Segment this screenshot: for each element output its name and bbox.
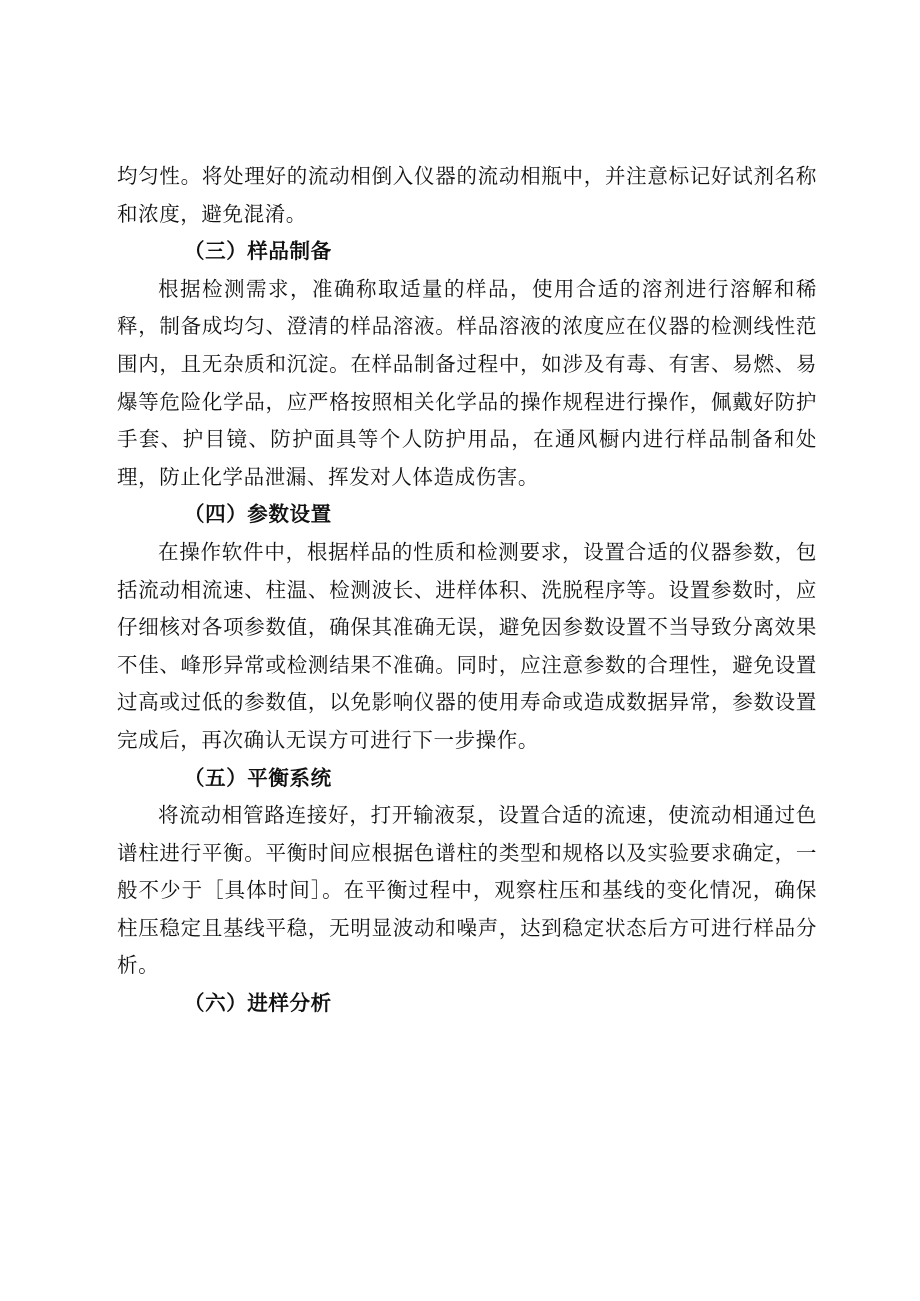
system-equilibration-paragraph: 将流动相管路连接好，打开输液泵，设置合适的流速，使流动相通过色谱柱进行平衡。平衡时间应根据色谱柱的类型和规格以及实验要求确定，一般不少于［具体时间］。在平衡过程中，观察柱压和基线的变化情况，确保柱压稳定且基线平稳，无明显波动和噪声，达到稳定状态后方可进行样品分析。 [117, 803, 817, 978]
section-heading-injection-analysis: （六）进样分析 [184, 991, 332, 1016]
continuation-paragraph: 均匀性。将处理好的流动相倒入仪器的流动相瓶中，并注意标记好试剂名称和浓度，避免混淆。 [117, 164, 817, 226]
section-heading-system-equilibration: （五）平衡系统 [184, 765, 332, 790]
sample-preparation-paragraph: 根据检测需求，准确称取适量的样品，使用合适的溶剂进行溶解和稀释，制备成均匀、澄清的样品溶液。样品溶液的浓度应在仪器的检测线性范围内，且无杂质和沉淀。在样品制备过程中，如涉及有毒、有害、易燃、易爆等危险化学品，应严格按照相关化学品的操作规程进行操作，佩戴好防护手套、护目镜、防护面具等个人防护用品，在通风橱内进行样品制备和处理，防止化学品泄漏、挥发对人体造成伤害。 [117, 276, 817, 489]
section-heading-parameter-settings: （四）参数设置 [184, 502, 332, 527]
section-heading-sample-preparation: （三）样品制备 [184, 239, 332, 264]
parameter-settings-paragraph: 在操作软件中，根据样品的性质和检测要求，设置合适的仪器参数，包括流动相流速、柱温、检测波长、进样体积、洗脱程序等。设置参数时，应仔细核对各项参数值，确保其准确无误，避免因参数设置不当导致分离效果不佳、峰形异常或检测结果不准确。同时，应注意参数的合理性，避免设置过高或过低的参数值，以免影响仪器的使用寿命或造成数据异常，参数设置完成后，再次确认无误方可进行下一步操作。 [117, 539, 817, 752]
document-body [117, 158, 817, 1023]
